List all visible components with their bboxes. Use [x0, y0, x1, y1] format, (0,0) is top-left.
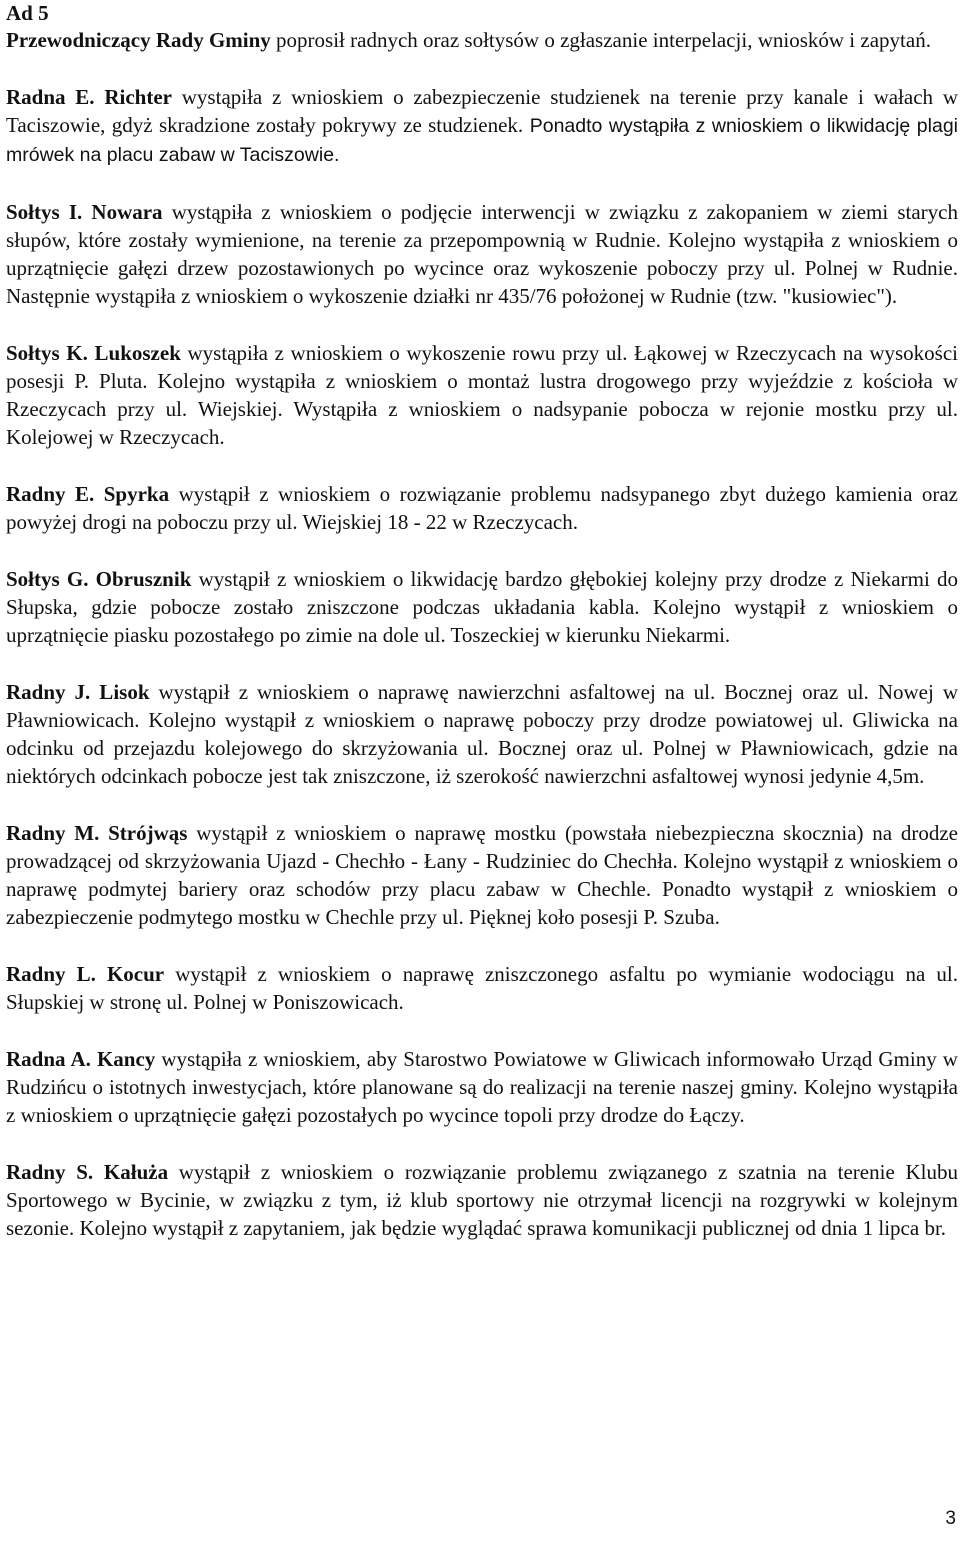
paragraph-text: wystąpił z wnioskiem o likwidację bardzo głębokiej kolejny przy drodze z Niekarmi do Słupska, gdzie pobocze zostało zniszczone podczas układania kabla. Kolejno wystąpił z wnioskiem o uprzątnięcie piasku pozostałego po zimie na dole ul. Toszeckiej w kierunku Niekarmi. — [6, 567, 958, 647]
paragraph-spyrka — [6, 480, 958, 536]
paragraph-obrusznik — [6, 565, 958, 649]
paragraph-kancy — [6, 1045, 958, 1129]
paragraph-text: wystąpiła z wnioskiem, aby Starostwo Powiatowe w Gliwicach informowało Urząd Gminy w Rudzińcu o istotnych inwestycjach, które planowane są do realizacji na terenie naszej gminy. Kolejno wystąpiła z wnioskiem o uprzątnięcie gałęzi pozostałych po wycince topoli przy drodze do Łączy. — [6, 1047, 958, 1127]
speaker-name: Radna E. Richter — [6, 85, 172, 109]
paragraph-kocur — [6, 960, 958, 1016]
intro-text: poprosił radnych oraz sołtysów o zgłaszanie interpelacji, wniosków i zapytań. — [270, 28, 931, 52]
speaker-name: Radny E. Spyrka — [6, 482, 170, 506]
speaker-name: Radny J. Lisok — [6, 680, 150, 704]
paragraph-lukoszek — [6, 339, 958, 451]
page-number: 3 — [945, 1508, 956, 1529]
paragraph-richter — [6, 83, 958, 169]
speaker-name: Radny M. Strójwąs — [6, 821, 188, 845]
speaker-name: Sołtys K. Lukoszek — [6, 341, 181, 365]
speaker-name: Radna A. Kancy — [6, 1047, 156, 1071]
paragraph-text: wystąpił z wnioskiem o naprawę mostku (powstała niebezpieczna skocznia) na drodze prowadzącej od skrzyżowania Ujazd - Chechło - Łany - Rudziniec do Chechła. Kolejno wystąpił z wnioskiem o naprawę podmytej bariery oraz schodów przy placu zabaw w Chechle. Ponadto wystąpił z wnioskiem o zabezpieczenie podmytego mostku w Chechle przy ul. Pięknej koło posesji P. Szuba. — [6, 821, 958, 929]
paragraph-lisok — [6, 678, 958, 790]
speaker-name: Radny L. Kocur — [6, 962, 165, 986]
paragraph-kaluza — [6, 1158, 958, 1242]
paragraph-text: wystąpiła z wnioskiem o wykoszenie rowu przy ul. Łąkowej w Rzeczycach na wysokości posesji P. Pluta. Kolejno wystąpiła z wnioskiem o montaż lustra drogowego przy wyjeździe z kościoła w Rzeczycach przy ul. Wiejskiej. Wystąpiła z wnioskiem o nadsypanie pobocza w rejonie mostku przy ul. Kolejowej w Rzeczycach. — [6, 341, 959, 449]
paragraph-text: wystąpił z wnioskiem o naprawę zniszczonego asfaltu po wymianie wodociągu na ul. Słupskiej w stronę ul. Polnej w Poniszowicach. — [6, 962, 959, 1014]
chairman-name: Przewodniczący Rady Gminy — [6, 28, 271, 52]
paragraph-text: wystąpiła z wnioskiem o zabezpieczenie studzienek na terenie przy kanale i wałach w Taciszowie, gdyż skradzione zostały pokrywy ze studzienek. — [6, 85, 958, 137]
paragraph-text: wystąpił z wnioskiem o rozwiązanie problemu związanego z szatnia na terenie Klubu Sportowego w Bycinie, w związku z tym, iż klub sportowy nie otrzymał licencji na rozgrywki w kolejnym sezonie. Kolejno wystąpił z zapytaniem, jak będzie wyglądać sprawa komunikacji publicznej od dnia 1 lipca br. — [6, 1160, 959, 1240]
paragraph-text: wystąpił z wnioskiem o rozwiązanie problemu nadsypanego zbyt dużego kamienia oraz powyżej drogi na poboczu przy ul. Wiejskiej 18 - 22 w Rzeczycach. — [6, 482, 959, 534]
paragraph-text-sans: Ponadto wystąpiła z wnioskiem o likwidację plagi mrówek na placu zabaw w Taciszowie. — [6, 115, 958, 166]
paragraph-nowara — [6, 198, 958, 310]
paragraph-strojwas — [6, 819, 958, 931]
speaker-name: Sołtys I. Nowara — [6, 200, 163, 224]
intro-paragraph — [6, 26, 958, 54]
section-label: Ad 5 — [6, 1, 49, 25]
speaker-name: Sołtys G. Obrusznik — [6, 567, 192, 591]
paragraph-text: wystąpił z wnioskiem o naprawę nawierzchni asfaltowej na ul. Bocznej oraz ul. Nowej w Pławniowicach. Kolejno wystąpił z wnioskiem o naprawę poboczy przy drodze powiatowej ul. Gliwicka na odcinku od przejazdu kolejowego do skrzyżowania ul. Bocznej oraz ul. Polnej w Pławniowicach, gdzie na niektórych odcinkach pobocze jest tak zniszczone, iż szerokość nawierzchni asfaltowej wynosi jedynie 4,5m. — [6, 680, 958, 788]
speaker-name: Radny S. Kałuża — [6, 1160, 169, 1184]
document-page — [6, 0, 958, 1242]
paragraph-text: wystąpiła z wnioskiem o podjęcie interwencji w związku z zakopaniem w ziemi starych słupów, które zostały wymienione, na terenie za przepompownią w Rudnie. Kolejno wystąpiła z wnioskiem o uprzątnięcie gałęzi drzew pozostawionych po wycince oraz wykoszenie poboczy przy ul. Polnej w Rudnie. Następnie wystąpiła z wnioskiem o wykoszenie działki nr 435/76 położonej w Rudnie (tzw. "kusiowiec"). — [6, 200, 958, 308]
